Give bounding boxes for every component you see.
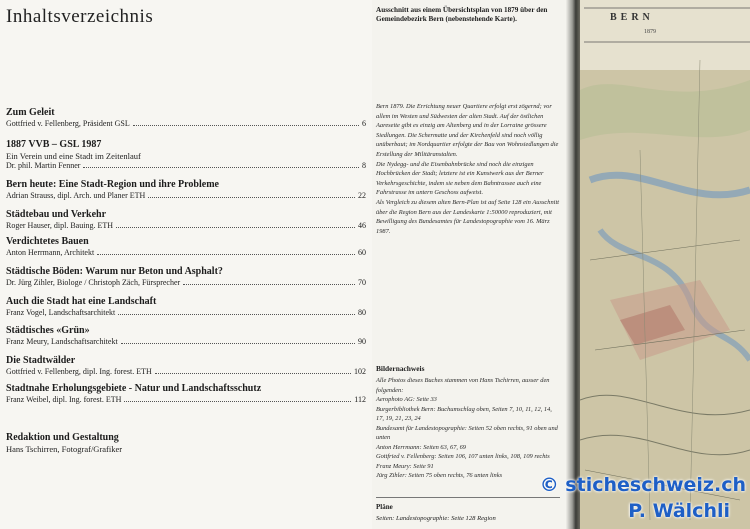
- note-paragraph: Bern 1879. Die Errichtung neuer Quartiere erfolgt erst zögernd; vor allem im Westen und Südwesten der alten Stadt. Auf der östlichen Aareseite gibt es einzig am Altenberg und in der Lorraine grössere Siedlungen. Die Schermatte und der Kirchenfeld sind noch völlig unüberbaut; im Nordquartier erfolgte der Bau von Wohnsiedlungen die Erstellung der Militäranstalten.: [376, 103, 559, 158]
- toc-entry: [6, 209, 366, 231]
- entry-author: Adrian Strauss, dipl. Arch. und Planer ETH: [6, 191, 146, 200]
- toc-entry: [6, 107, 366, 129]
- toc-title: Inhaltsverzeichnis: [6, 6, 154, 27]
- toc-entry: [6, 355, 366, 377]
- entry-line: [6, 248, 366, 258]
- entry-title: Die Stadtwälder: [6, 355, 76, 366]
- entry-line: [6, 191, 366, 201]
- entry-line: [6, 119, 366, 129]
- watermark-name: P. Wälchli: [628, 500, 730, 522]
- map-title: BERN: [610, 12, 654, 23]
- left-page: [0, 0, 372, 529]
- toc-entry: [6, 236, 366, 258]
- leader-dots: [183, 278, 355, 285]
- entry-line: [6, 278, 366, 288]
- note-paragraph: Als Vergleich zu diesem alten Bern-Plan ist auf Seite 128 ein Ausschnitt über die Region Bern aus der Landeskarte 1:50000 reproduziert, mit Bewilligung des Bundesamtes für Landestopographie vom 16. März 1987.: [376, 198, 559, 235]
- map-description: [376, 102, 560, 236]
- toc-entry: [6, 139, 366, 171]
- leader-dots: [116, 221, 355, 228]
- entry-subtitle: Ein Verein und eine Stadt im Zeitenlauf: [6, 151, 141, 161]
- entry-line: [6, 395, 366, 405]
- entry-title: Auch die Stadt hat eine Landschaft: [6, 296, 157, 307]
- toc-entry: [6, 179, 366, 201]
- entry-author: Gottfried v. Fellenberg, dipl. Ing. forest. ETH: [6, 367, 152, 376]
- entry-author: Franz Weibel, dipl. Ing. forest. ETH: [6, 395, 122, 404]
- entry-line: [6, 337, 366, 347]
- plans-text: Seiten: Landestopographie: Seite 128 Region: [376, 515, 496, 522]
- entry-line: [6, 308, 366, 318]
- toc-entry: [6, 296, 366, 318]
- entry-title: Städtisches «Grün»: [6, 325, 90, 336]
- entry-page: 90: [358, 337, 366, 346]
- entry-author: Anton Herrmann, Architekt: [6, 248, 95, 257]
- entry-title: 1887 VVB – GSL 1987: [6, 139, 102, 150]
- entry-title: Städtebau und Verkehr: [6, 209, 107, 220]
- entry-title: Städtische Böden: Warum nur Beton und Asphalt?: [6, 266, 223, 277]
- entry-author: Gottfried v. Fellenberg, Präsident GSL: [6, 119, 130, 128]
- leader-dots: [155, 367, 351, 374]
- credit-line: Aerophoto AG: Seite 33: [376, 396, 437, 403]
- entry-title: Zum Geleit: [6, 107, 55, 118]
- leader-dots: [83, 161, 359, 168]
- map-caption: Ausschnitt aus einem Übersichtsplan von 1879 über den Gemeindebezirk Bern (nebenstehende Karte).: [376, 6, 548, 23]
- map-year: 1879: [644, 29, 656, 35]
- map-drawing: [580, 0, 750, 529]
- entry-author: Roger Hauser, dipl. Bauing. ETH: [6, 221, 113, 230]
- plans-heading: Pläne: [376, 503, 393, 511]
- credit-line: Jürg Zihler: Seiten 75 oben rechts, 76 unten links: [376, 472, 503, 479]
- entry-title: Bern heute: Eine Stadt-Region und ihre Probleme: [6, 179, 219, 190]
- watermark-url: © sticheschweiz.ch: [539, 474, 746, 496]
- entry-page: 6: [362, 119, 366, 128]
- credit-line: Alle Photos dieses Buches stammen von Hans Tschirren, ausser den folgenden:: [376, 377, 550, 394]
- entry-title: Redaktion und Gestaltung: [6, 432, 119, 443]
- entry-page: 102: [354, 367, 366, 376]
- entry-author: Dr. phil. Martin Fenner: [6, 161, 81, 170]
- entry-page: 60: [358, 248, 366, 257]
- note-paragraph: Die Nydegg- und die Eisenbahnbrücke sind noch die einzigen Hochbrücken der Stadt; letztere ist ein Kunstwerk aus der Berner Verkehrsgeschichte, indem sie neben dem Bahntrassee auch eine Fahrstrasse im untern Geschoss aufweist.: [376, 160, 544, 197]
- entry-author: Dr. Jürg Zihler, Biologe / Christoph Zäch, Fürsprecher: [6, 278, 181, 287]
- leader-dots: [133, 119, 359, 126]
- leader-dots: [124, 395, 351, 402]
- entry-author: Franz Vogel, Landschaftsarchitekt: [6, 308, 116, 317]
- entry-page: 46: [358, 221, 366, 230]
- toc-entry: [6, 325, 366, 347]
- historic-map: [580, 0, 750, 529]
- leader-dots: [121, 337, 355, 344]
- credits-list: [376, 376, 560, 481]
- credit-line: Bundesamt für Landestopographie: Seiten 52 oben rechts, 91 oben und unten: [376, 424, 558, 441]
- entry-title: Stadtnahe Erholungsgebiete - Natur und Landschaftsschutz: [6, 383, 262, 394]
- leader-dots: [148, 191, 355, 198]
- entry-page: 112: [354, 395, 366, 404]
- leader-dots: [118, 308, 355, 315]
- credit-line: Burgerbibliothek Bern: Buchumschlag oben, Seiten 7, 10, 11, 12, 14, 17, 19, 21, 23, 24: [376, 405, 552, 422]
- entry-page: 8: [362, 161, 366, 170]
- credit-line: Franz Meury: Seite 91: [376, 462, 434, 470]
- divider: [376, 497, 560, 498]
- entry-line: [6, 161, 366, 171]
- book-gutter: [566, 0, 580, 529]
- entry-author: Franz Meury, Landschaftsarchitekt: [6, 337, 118, 346]
- toc-entry: [6, 383, 366, 405]
- toc-entry: [6, 266, 366, 288]
- entry-title: Verdichtetes Bauen: [6, 236, 89, 247]
- entry-page: 22: [358, 191, 366, 200]
- entry-line: [6, 221, 366, 231]
- entry-author: Hans Tschirren, Fotograf/Grafiker: [6, 444, 123, 454]
- credit-line: Anton Herrmann: Seiten 63, 67, 69: [376, 443, 466, 451]
- toc-entry-credits: [6, 432, 366, 454]
- leader-dots: [97, 248, 355, 255]
- entry-line: [6, 367, 366, 377]
- entry-page: 70: [358, 278, 366, 287]
- credit-line: Gottfried v. Fellenberg: Seiten 106, 107 unten links, 108, 109 rechts: [376, 453, 550, 460]
- entry-page: 80: [358, 308, 366, 317]
- credits-heading: Bildernachweis: [376, 364, 425, 373]
